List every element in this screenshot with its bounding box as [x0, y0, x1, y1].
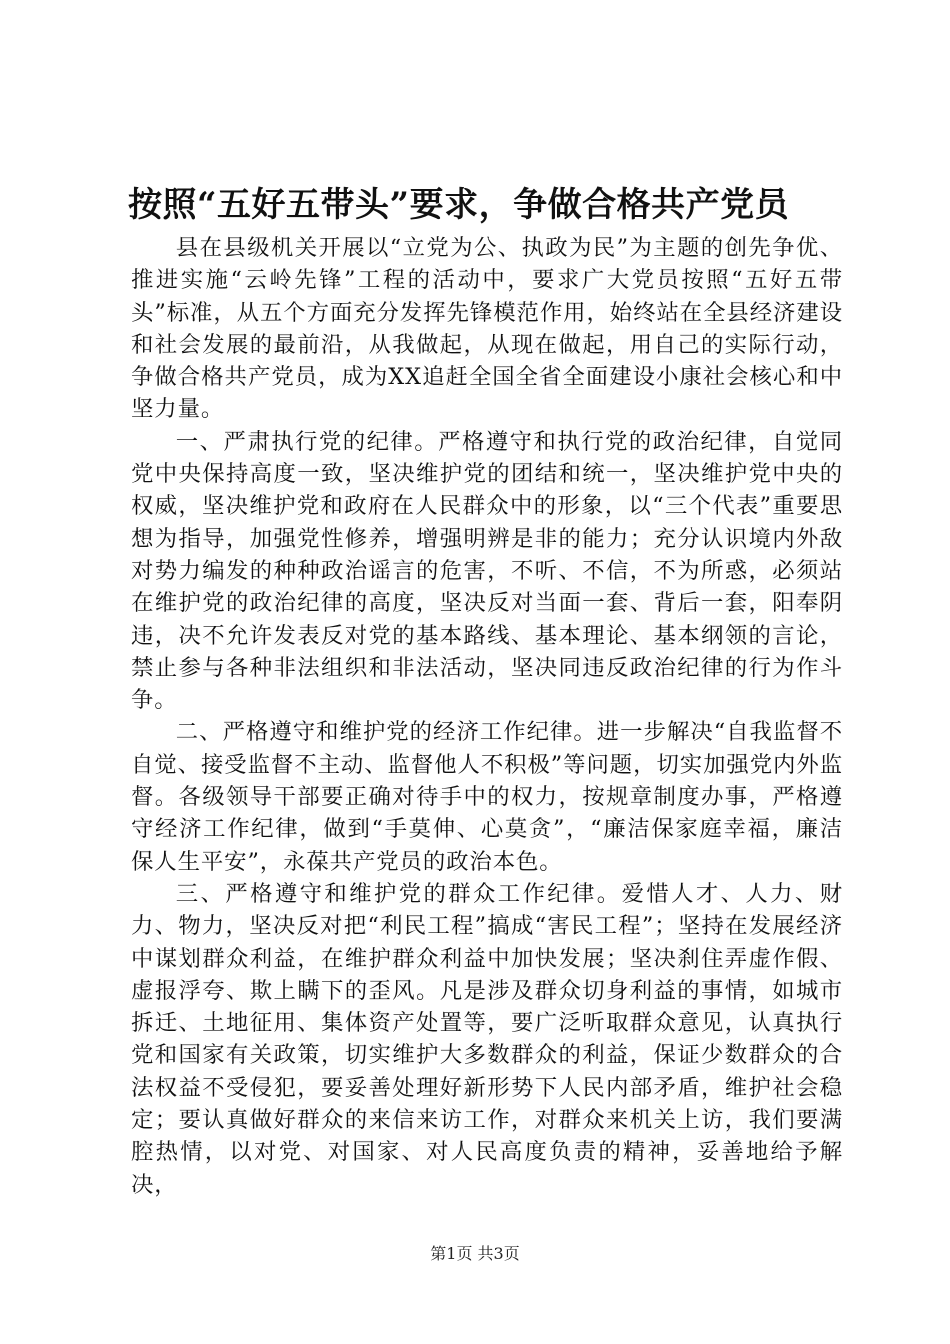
- document-body: [131, 232, 843, 1201]
- paragraph-mass-work-discipline: 三、严格遵守和维护党的群众工作纪律。爱惜人才、人力、财力、物力，坚决反对把“利民工程”搞成“害民工程”；坚持在发展经济中谋划群众利益，在维护群众利益中加快发展；坚决刹住弄虚作假、虚报浮夸、欺上瞒下的歪风。凡是涉及群众切身利益的事情，如城市拆迁、土地征用、集体资产处置等，要广泛听取群众意见，认真执行党和国家有关政策，切实维护大多数群众的利益，保证少数群众的合法权益不受侵犯，要妥善处理好新形势下人民内部矛盾，维护社会稳定；要认真做好群众的来信来访工作，对群众来机关上访，我们要满腔热情，以对党、对国家、对人民高度负责的精神，妥善地给予解决，: [131, 880, 843, 1198]
- paragraph-economic-discipline: 二、严格遵守和维护党的经济工作纪律。进一步解决“自我监督不自觉、接受监督不主动、监督他人不积极”等问题，切实加强党内外监督。各级领导干部要正确对待手中的权力，按规章制度办事，严格遵守经济工作纪律，做到“手莫伸、心莫贪”，“廉洁保家庭幸福，廉洁保人生平安”，永葆共产党员的政治本色。: [131, 719, 843, 875]
- page-number-footer: 第1页 共3页: [430, 1244, 520, 1263]
- paragraph-intro: 县在县级机关开展以“立党为公、执政为民”为主题的创先争优、推进实施“云岭先锋”工程的活动中，要求广大党员按照“五好五带头”标准，从五个方面充分发挥先锋模范作用，始终站在全县经济建设和社会发展的最前沿，从我做起，从现在做起，用自己的实际行动，争做合格共产党员，成为XX追赶全国全省全面建设小康社会核心和中坚力量。: [131, 235, 843, 423]
- paragraph-political-discipline: 一、严肃执行党的纪律。严格遵守和执行党的政治纪律，自觉同党中央保持高度一致，坚决维护党的团结和统一，坚决维护党中央的权威，坚决维护党和政府在人民群众中的形象，以“三个代表”重要思想为指导，加强党性修养，增强明辨是非的能力；充分认识境内外敌对势力编发的种种政治谣言的危害，不听、不信，不为所惑，必须站在维护党的政治纪律的高度，坚决反对当面一套、背后一套，阳奉阴违，决不允许发表反对党的基本路线、基本理论、基本纲领的言论，禁止参与各种非法组织和非法活动，坚决同违反政治纪律的行为作斗争。: [131, 428, 843, 714]
- document-title: 按照“五好五带头”要求，争做合格共产党员: [128, 185, 790, 225]
